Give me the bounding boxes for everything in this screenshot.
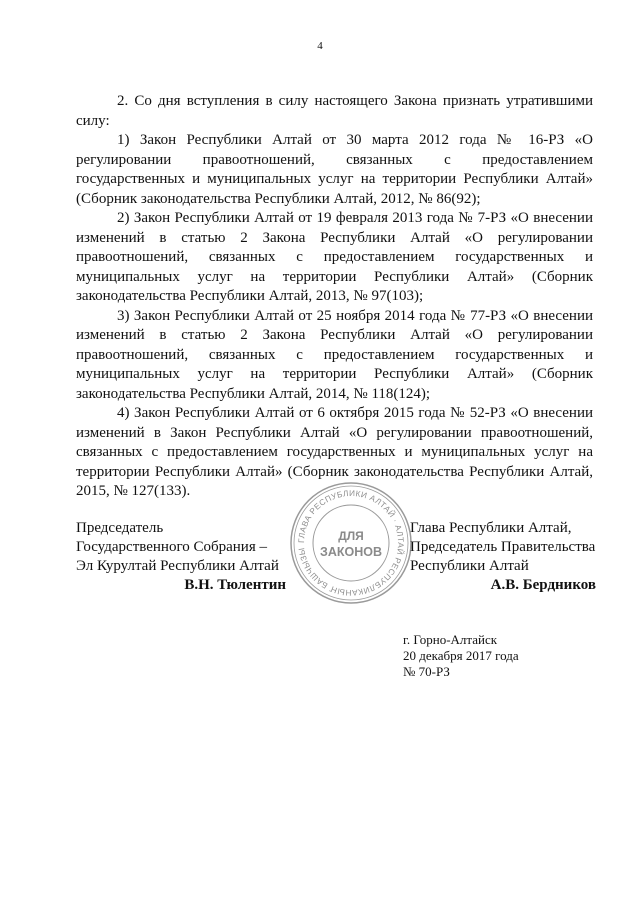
signature-block-chairman <box>76 519 286 595</box>
official-seal-stamp <box>289 481 413 605</box>
document-body <box>76 92 593 502</box>
head-title-line-3: Республики Алтай <box>410 558 529 574</box>
seal-outer-text: ГЛАВА РЕСПУБЛИКИ АЛТАЙ · АЛТАЙ РЕСПУБЛИКАНЫҤ БАШЧЫЗЫ <box>296 488 406 598</box>
seal-center-text-top: ДЛЯ <box>338 529 364 543</box>
paragraph-item-3: 3) Закон Республики Алтай от 25 ноября 2014 года № 77-РЗ «О внесении изменений в статью 2 Закона Республики Алтай «О регулировании правоотношений, связанных с предоставлением государственных и муниципальных услуг на территории Республики Алтай» (Сборник законодательства Республики Алтай, 2014, № 118(124); <box>76 307 593 402</box>
chairman-title-line-3: Эл Курултай Республики Алтай <box>76 558 279 574</box>
issue-info <box>403 632 593 680</box>
head-name: А.В. Бердников <box>490 577 596 593</box>
paragraph-item-4: 4) Закон Республики Алтай от 6 октября 2015 года № 52-РЗ «О внесении изменений в Закон Республики Алтай «О регулировании правоотношений, связанных с предоставлением государственных и муниципальных услуг на территории Республики Алтай» (Сборник законодательства Республики Алтай, 2015, № 127(133). <box>76 405 593 499</box>
seal-center-text-bottom: ЗАКОНОВ <box>320 545 382 559</box>
head-title-line-2: Председатель Правительства <box>410 539 596 555</box>
issue-date: 20 декабря 2017 года <box>403 648 519 663</box>
chairman-title-line-2: Государственного Собрания – <box>76 539 267 555</box>
paragraph-intro: 2. Со дня вступления в силу настоящего Закона признать утратившими силу: <box>76 93 593 129</box>
signature-block-head <box>410 519 596 595</box>
issue-place: г. Горно-Алтайск <box>403 632 498 647</box>
paragraph-item-2: 2) Закон Республики Алтай от 19 февраля 2013 года № 7-РЗ «О внесении изменений в статью 2 Закона Республики Алтай «О регулировании правоотношений, связанных с предоставлением государственных и муниципальных услуг на территории Республики Алтай» (Сборник законодательства Республики Алтай, 2013, № 97(103); <box>76 210 593 304</box>
page-number: 4 <box>317 40 323 52</box>
issue-number: № 70-РЗ <box>403 664 450 679</box>
chairman-name: В.Н. Тюлентин <box>184 577 286 593</box>
head-title-line-1: Глава Республики Алтай, <box>410 520 572 536</box>
chairman-title-line-1: Председатель <box>76 520 164 536</box>
paragraph-item-1: 1) Закон Республики Алтай от 30 марта 2012 года № 16-РЗ «О регулировании правоотношений, связанных с предоставлением государственных и муниципальных услуг на территории Республики Алтай» (Сборник законодательства Республики Алтай, 2012, № 86(92); <box>76 132 593 207</box>
